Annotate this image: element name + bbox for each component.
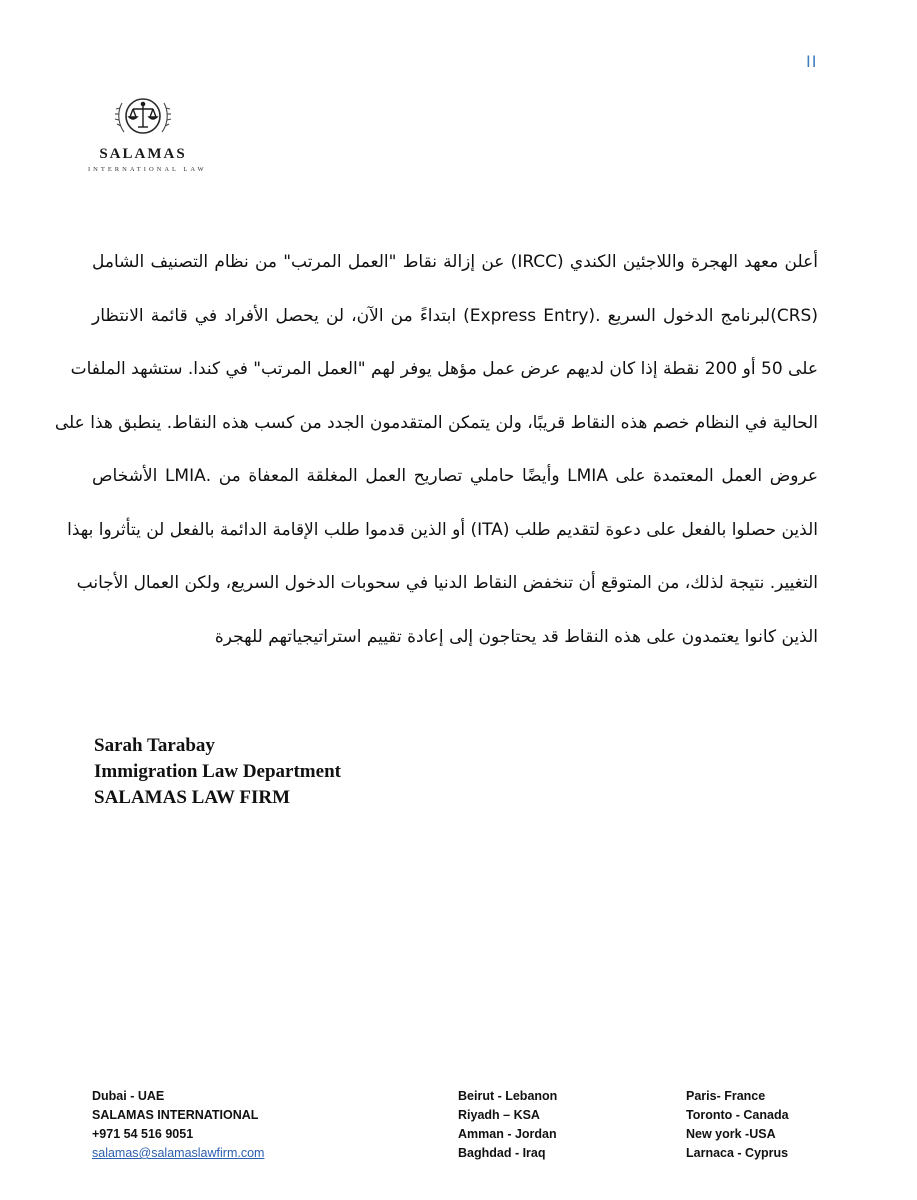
footer-col-middle-east xyxy=(458,1087,557,1163)
office-city: Dubai - UAE xyxy=(92,1089,165,1103)
page-number-mark: II xyxy=(806,52,818,71)
body-line: الحالية في النظام خصم هذه النقاط قريبًا، ولن يتمكن المتقدمون الجدد من كسب هذه النقاط. ينطبق هذا على xyxy=(54,412,818,433)
office-city: Amman - Jordan xyxy=(458,1127,557,1141)
announcement-body xyxy=(54,236,818,664)
footer-offices xyxy=(92,1087,812,1167)
footer-col-international xyxy=(686,1087,789,1163)
office-city: Larnaca - Cyprus xyxy=(686,1146,789,1160)
signature-block xyxy=(94,733,341,811)
office-city: Paris- France xyxy=(686,1089,766,1103)
office-company: SALAMAS INTERNATIONAL xyxy=(92,1108,259,1122)
office-city: New york -USA xyxy=(686,1127,776,1141)
body-line: الذين كانوا يعتمدون على هذه النقاط قد يحتاجون إلى إعادة تقييم استراتيجياتهم للهجرة xyxy=(214,626,818,647)
body-line: أعلن معهد الهجرة واللاجئين الكندي (IRCC) عن إزالة نقاط "العمل المرتب" من نظام التصنيف الشامل xyxy=(92,252,818,272)
body-line: عروض العمل المعتمدة على LMIA وأيضًا حاملي تصاريح العمل المغلقة المعفاة من .LMIA الأشخاص xyxy=(92,466,818,486)
logo-name: SALAMAS xyxy=(99,146,187,162)
email-link[interactable]: salamas@salamaslawfirm.com xyxy=(92,1146,265,1160)
office-city: Baghdad - Iraq xyxy=(458,1146,546,1160)
body-line: الذين حصلوا بالفعل على دعوة لتقديم طلب (ITA) أو الذين قدموا طلب الإقامة الدائمة بالفعل لن يتأثروا بهذا xyxy=(67,519,818,540)
body-line: التغيير. نتيجة لذلك، من المتوقع أن تنخفض النقاط الدنيا في سحوبات الدخول السريع، ولكن العمال الأجانب xyxy=(76,573,818,593)
office-phone: +971 54 516 9051 xyxy=(92,1127,194,1141)
office-city: Toronto - Canada xyxy=(686,1108,789,1122)
office-city: Riyadh – KSA xyxy=(458,1108,540,1122)
firm-logo xyxy=(88,88,207,173)
body-line: على 50 أو 200 نقطة إذا كان لديهم عرض عمل مؤهل يوفر لهم "العمل المرتب" في كندا. ستشهد الملفات xyxy=(70,359,818,379)
body-line: (CRS)لبرنامج الدخول السريع .(Express Entry) ابتداءً من الآن، لن يحصل الأفراد في قائمة الانتظار xyxy=(92,305,818,326)
scales-of-justice-icon xyxy=(110,88,176,144)
signatory-firm: SALAMAS LAW FIRM xyxy=(94,787,291,808)
signatory-name: Sarah Tarabay xyxy=(94,735,215,756)
signatory-department: Immigration Law Department xyxy=(94,761,341,782)
footer-col-dubai xyxy=(92,1087,264,1163)
office-city: Beirut - Lebanon xyxy=(458,1089,558,1103)
logo-subtitle: INTERNATIONAL LAW xyxy=(88,166,207,173)
